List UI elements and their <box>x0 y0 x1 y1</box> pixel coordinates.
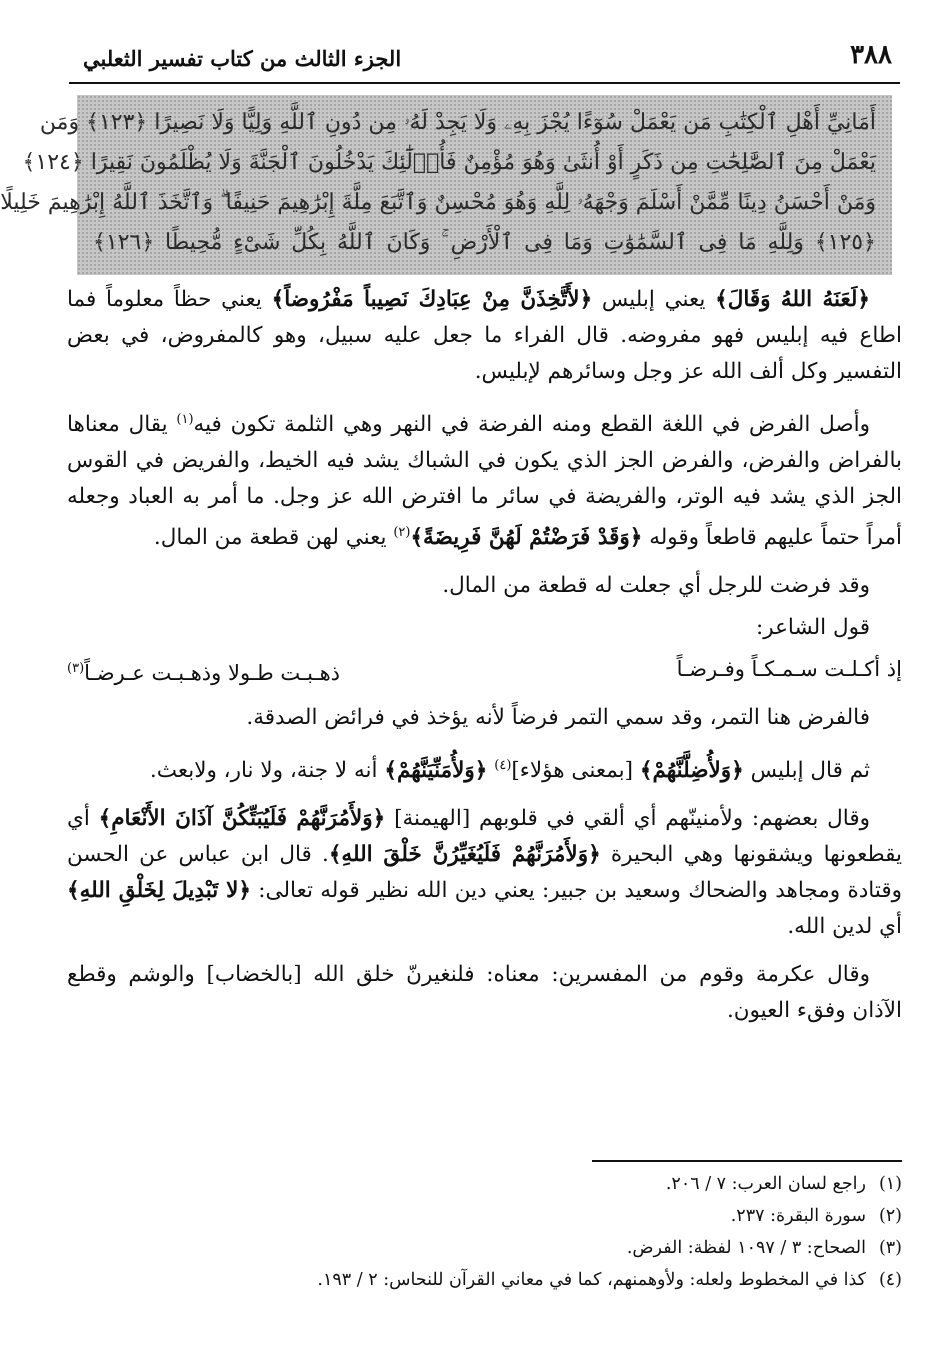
quran-quote: ﴿وَقَدْ فَرَضْتُمْ لَهُنَّ فَرِيضَةً﴾ <box>410 525 643 551</box>
page-header <box>69 38 900 84</box>
quran-line: أَمَانِيِّ أَهْلِ ٱلْكِتَٰبِ مَن يَعْمَلْ سُوٓءًا يُجْزَ بِهِۦ وَلَا يَجِدْ لَهُۥ مِن دُونِ ٱللَّهِ وَلِيًّا وَلَا نَصِيرًا ﴿١٢٣﴾ وَمَن <box>39 110 876 135</box>
footnote <box>67 1200 902 1232</box>
footnote-ref: (٢) <box>393 525 411 541</box>
quran-quote: ﴿لا تَبْدِيلَ لِخَلْقِ اللهِ﴾ <box>67 878 251 904</box>
verse-hemistich: ذهـبـت طـولا وذهـبـت عـرضـاً <box>84 661 341 686</box>
paragraph: قول الشاعر: <box>755 615 870 641</box>
paragraph <box>67 801 902 945</box>
footnote-separator <box>592 1160 902 1162</box>
quran-line: ﴿١٢٥﴾ وَلِلَّهِ مَا فِى ٱلسَّمَٰوَٰتِ وَمَا فِى ٱلْأَرْضِ ۚ وَكَانَ ٱللَّهُ بِكُلِّ شَىْءٍ مُّحِيطًا ﴿١٢٦﴾ <box>93 230 876 255</box>
verse-hemistich-wrap <box>67 652 340 690</box>
footnote-text: سورة البقرة: ٢٣٧. <box>730 1206 866 1226</box>
footnote-ref: (٤) <box>494 758 512 774</box>
quran-line: وَمَنْ أَحْسَنُ دِينًا مِّمَّنْ أَسْلَمَ وَجْهَهُۥ لِلَّهِ وَهُوَ مُحْسِنٌ وَٱتَّبَعَ مِلَّةَ إِبْرَٰهِيمَ حَنِيفًا ۗ وَٱتَّخَذَ ٱللَّهُ إِبْرَٰهِيمَ خَلِيلًا <box>0 190 876 215</box>
quran-quote: ﴿وَلأُضِلَّنَّهُمْ﴾ <box>639 758 744 784</box>
footnote <box>67 1264 902 1296</box>
text-run: يقال معناها بالفراض والفرض، والفرض الجز الذي يكون في الشباك يشد فيه الخيط، والفريض في القوس الجز الذي يشد فيه الوتر، والفريضة في سائر ما افترض الله عز وجل. ما أمر به العباد وجعله أمراً حتماً عليهم قاطعاً وقوله <box>67 412 902 551</box>
text-run: . قال ابن عباس عن الحسن وقتادة ومجاهد والضحاك وسعيد بن جبير: يعني دين الله نظير قوله تعالى: <box>67 842 902 904</box>
footnote-text: راجع لسان العرب: ٧ / ٢٠٦. <box>665 1174 866 1194</box>
footnote-number: (٤) <box>878 1270 902 1290</box>
quran-quote: ﴿وَلأَمُرَنَّهُمْ فَلَيُغَيِّرُنَّ خَلْقَ اللهِ﴾ <box>328 842 601 868</box>
text-run: ثم قال إبليس <box>743 758 870 784</box>
footnote <box>67 1232 902 1264</box>
text-run: يعني إبليس <box>592 287 716 312</box>
footnote-number: (٣) <box>878 1238 902 1258</box>
paragraph: وقد فرضت للرجل أي جعلت له قطعة من المال. <box>442 573 870 599</box>
footnote-ref: (١) <box>176 412 194 427</box>
text-run: أي يقطعونها ويشقونها وهي البحيرة <box>67 806 902 868</box>
page-number: ٣٨٨ <box>850 40 892 70</box>
footnotes <box>67 1168 902 1296</box>
verse-hemistich: إذ أكـلـت سـمـكـاً وفـرضـاً <box>676 657 902 682</box>
quran-verses-box <box>0 95 892 275</box>
text-run: [بمعنى هؤلاء] <box>511 758 640 784</box>
paragraph <box>67 748 902 789</box>
paragraph: فالفرض هنا التمر، وقد سمي التمر فرضاً لأنه يؤخذ في فرائض الصدقة. <box>246 705 870 731</box>
footnote-text: الصحاح: ٣ / ١٠٩٧ لفظة: الفرض. <box>626 1238 866 1258</box>
quran-quote: ﴿وَلأَمُرَنَّهُمْ فَلَيُبَتِّكُنَّ آذَانَ الأَنْعَامِ﴾ <box>98 806 386 832</box>
running-title: الجزء الثالث من كتاب تفسير الثعلبي <box>83 46 402 71</box>
poetry-verse <box>67 652 902 690</box>
text-run: يعني لهن قطعة من المال. <box>153 525 394 551</box>
paragraph: وقال عكرمة وقوم من المفسرين: معناه: فلنغيرنّ خلق الله [بالخضاب] والوشم وقطع الآذان وفقء العيون. <box>67 962 902 1024</box>
footnote-ref: (٣) <box>67 661 85 677</box>
quran-quote: ﴿لأَتَّخِذَنَّ مِنْ عِبَادِكَ نَصِيباً مَفْرُوضاً﴾ <box>271 287 593 312</box>
text-run: وقال بعضهم: ولأمنينّهم أي ألقي في قلوبهم [الهيمنة] <box>385 806 870 832</box>
footnote <box>67 1168 902 1200</box>
commentary-body <box>67 282 902 1041</box>
footnote-number: (١) <box>878 1174 902 1194</box>
text-run: أي لدين الله. <box>787 914 902 940</box>
quran-quote: ﴿وَلأُمَنِّيَنَّهُمْ﴾ <box>384 758 488 784</box>
text-run: يعني حظاً معلوماً فما اطاع فيه إبليس فهو مفروضه. قال الفراء ما جعل عليه سبيل، وهو كالمفروض، في بعض التفسير وكل ألف الله عز وجل وسائرهم لإبليس. <box>67 287 902 384</box>
text-run: أنه لا جنة، ولا نار، ولابعث. <box>149 758 385 784</box>
paragraph <box>67 282 902 390</box>
quran-quote: ﴿لَعَنَهُ اللهُ وَقَالَ﴾ <box>715 287 871 312</box>
text-run: وأصل الفرض في اللغة القطع ومنه الفرضة في النهر وهي الثلمة تكون فيه <box>193 412 870 438</box>
footnote-number: (٢) <box>878 1206 902 1226</box>
footnote-text: كذا في المخطوط ولعله: ولأوهمنهم، كما في معاني القرآن للنحاس: ٢ / ١٩٣. <box>317 1270 866 1290</box>
paragraph <box>67 402 902 556</box>
quran-line: يَعْمَلْ مِنَ ٱلصَّٰلِحَٰتِ مِن ذَكَرٍ أَوْ أُنثَىٰ وَهُوَ مُؤْمِنٌ فَأُو۟لَٰٓئِكَ يَدْخُلُونَ ٱلْجَنَّةَ وَلَا يُظْلَمُونَ نَقِيرًا ﴿١٢٤﴾ <box>22 150 876 175</box>
